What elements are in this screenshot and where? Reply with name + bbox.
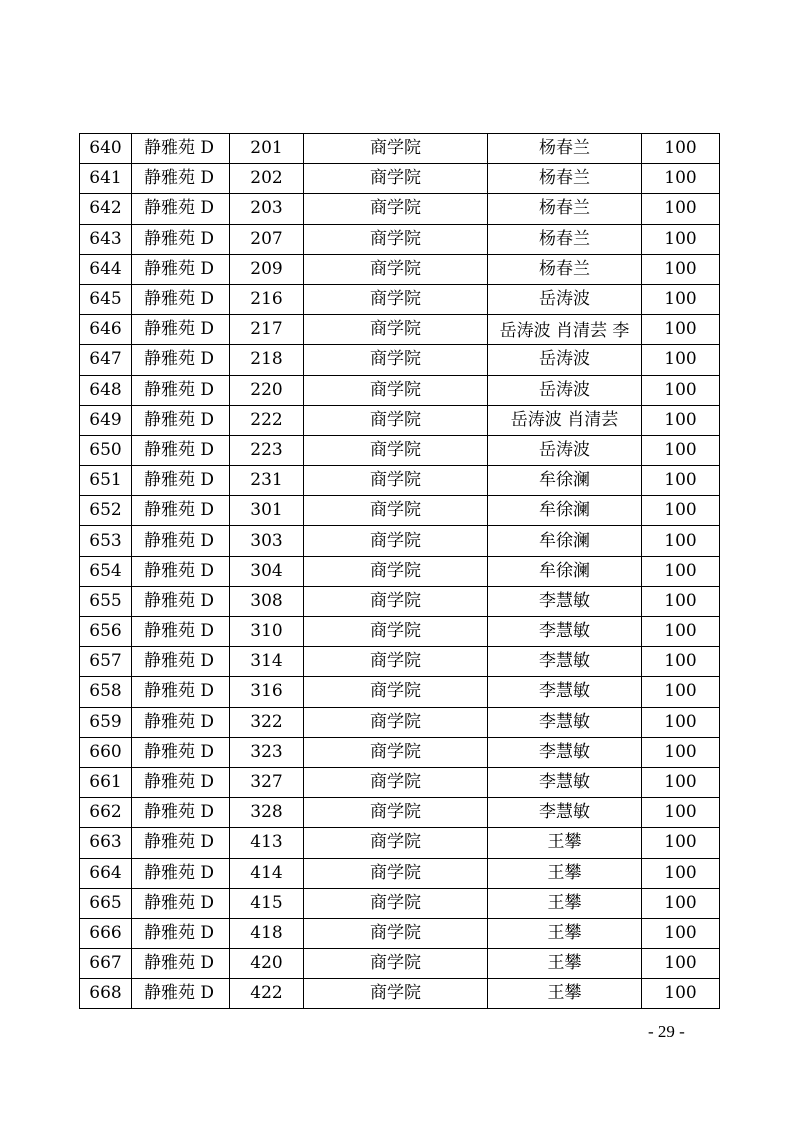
- college-cell: 商学院: [304, 858, 488, 888]
- building-cell: 静雅苑 D: [132, 134, 230, 164]
- score-cell: 100: [642, 617, 720, 647]
- college-cell: 商学院: [304, 767, 488, 797]
- table-row: [80, 707, 720, 737]
- room-number-cell: 323: [230, 737, 304, 767]
- score-cell: 100: [642, 315, 720, 345]
- table-body: [80, 134, 720, 1009]
- table-row: [80, 134, 720, 164]
- building-cell: 静雅苑 D: [132, 677, 230, 707]
- room-number-cell: 222: [230, 405, 304, 435]
- college-cell: 商学院: [304, 134, 488, 164]
- page-number: - 29 -: [648, 1022, 685, 1041]
- row-number-cell: 646: [80, 315, 132, 345]
- score-cell: 100: [642, 284, 720, 314]
- row-number-cell: 655: [80, 586, 132, 616]
- room-number-cell: 303: [230, 526, 304, 556]
- college-cell: 商学院: [304, 556, 488, 586]
- teacher-cell: 杨春兰: [488, 224, 642, 254]
- room-number-cell: 327: [230, 767, 304, 797]
- room-number-cell: 217: [230, 315, 304, 345]
- row-number-cell: 666: [80, 918, 132, 948]
- room-number-cell: 314: [230, 647, 304, 677]
- building-cell: 静雅苑 D: [132, 737, 230, 767]
- score-cell: 100: [642, 345, 720, 375]
- room-number-cell: 310: [230, 617, 304, 647]
- table-row: [80, 254, 720, 284]
- teacher-cell: 岳涛波: [488, 345, 642, 375]
- teacher-cell: 岳涛波: [488, 435, 642, 465]
- score-cell: 100: [642, 737, 720, 767]
- score-cell: 100: [642, 526, 720, 556]
- row-number-cell: 643: [80, 224, 132, 254]
- row-number-cell: 667: [80, 949, 132, 979]
- table-row: [80, 617, 720, 647]
- room-number-cell: 304: [230, 556, 304, 586]
- table-row: [80, 224, 720, 254]
- college-cell: 商学院: [304, 617, 488, 647]
- teacher-cell: 李慧敏: [488, 617, 642, 647]
- score-cell: 100: [642, 858, 720, 888]
- building-cell: 静雅苑 D: [132, 949, 230, 979]
- teacher-cell: 王攀: [488, 888, 642, 918]
- college-cell: 商学院: [304, 647, 488, 677]
- college-cell: 商学院: [304, 707, 488, 737]
- row-number-cell: 657: [80, 647, 132, 677]
- building-cell: 静雅苑 D: [132, 767, 230, 797]
- table-row: [80, 194, 720, 224]
- room-number-cell: 308: [230, 586, 304, 616]
- building-cell: 静雅苑 D: [132, 315, 230, 345]
- building-cell: 静雅苑 D: [132, 979, 230, 1009]
- college-cell: 商学院: [304, 405, 488, 435]
- row-number-cell: 665: [80, 888, 132, 918]
- room-number-cell: 207: [230, 224, 304, 254]
- teacher-cell: 王攀: [488, 979, 642, 1009]
- score-cell: 100: [642, 134, 720, 164]
- building-cell: 静雅苑 D: [132, 435, 230, 465]
- table-row: [80, 526, 720, 556]
- college-cell: 商学院: [304, 586, 488, 616]
- room-number-cell: 422: [230, 979, 304, 1009]
- score-cell: 100: [642, 767, 720, 797]
- room-number-cell: 322: [230, 707, 304, 737]
- college-cell: 商学院: [304, 949, 488, 979]
- teacher-cell: 李慧敏: [488, 767, 642, 797]
- college-cell: 商学院: [304, 435, 488, 465]
- table-row: [80, 918, 720, 948]
- teacher-cell: 杨春兰: [488, 194, 642, 224]
- teacher-cell: 李慧敏: [488, 737, 642, 767]
- row-number-cell: 642: [80, 194, 132, 224]
- row-number-cell: 660: [80, 737, 132, 767]
- score-cell: 100: [642, 194, 720, 224]
- teacher-cell: 牟徐澜: [488, 496, 642, 526]
- table-row: [80, 164, 720, 194]
- row-number-cell: 645: [80, 284, 132, 314]
- table-row: [80, 677, 720, 707]
- college-cell: 商学院: [304, 345, 488, 375]
- room-number-cell: 231: [230, 466, 304, 496]
- building-cell: 静雅苑 D: [132, 194, 230, 224]
- score-cell: 100: [642, 435, 720, 465]
- room-number-cell: 415: [230, 888, 304, 918]
- table-row: [80, 737, 720, 767]
- row-number-cell: 641: [80, 164, 132, 194]
- college-cell: 商学院: [304, 798, 488, 828]
- building-cell: 静雅苑 D: [132, 556, 230, 586]
- score-cell: 100: [642, 164, 720, 194]
- score-cell: 100: [642, 224, 720, 254]
- row-number-cell: 661: [80, 767, 132, 797]
- row-number-cell: 647: [80, 345, 132, 375]
- teacher-cell: [488, 315, 642, 345]
- score-cell: 100: [642, 254, 720, 284]
- teacher-cell: 李慧敏: [488, 647, 642, 677]
- teacher-cell: 李慧敏: [488, 586, 642, 616]
- teacher-cell: 岳涛波 肖清芸: [488, 405, 642, 435]
- room-number-cell: 301: [230, 496, 304, 526]
- building-cell: 静雅苑 D: [132, 375, 230, 405]
- score-cell: 100: [642, 979, 720, 1009]
- college-cell: 商学院: [304, 918, 488, 948]
- room-number-cell: 316: [230, 677, 304, 707]
- table-row: [80, 315, 720, 345]
- table-row: [80, 496, 720, 526]
- row-number-cell: 652: [80, 496, 132, 526]
- teacher-cell: 王攀: [488, 858, 642, 888]
- college-cell: 商学院: [304, 828, 488, 858]
- score-cell: 100: [642, 949, 720, 979]
- building-cell: 静雅苑 D: [132, 284, 230, 314]
- table-row: [80, 888, 720, 918]
- score-cell: 100: [642, 828, 720, 858]
- score-cell: 100: [642, 586, 720, 616]
- room-number-cell: 201: [230, 134, 304, 164]
- row-number-cell: 644: [80, 254, 132, 284]
- row-number-cell: 656: [80, 617, 132, 647]
- teacher-cell: 李慧敏: [488, 707, 642, 737]
- building-cell: 静雅苑 D: [132, 345, 230, 375]
- building-cell: 静雅苑 D: [132, 647, 230, 677]
- row-number-cell: 662: [80, 798, 132, 828]
- dormitory-score-table: [79, 133, 720, 1009]
- room-number-cell: 220: [230, 375, 304, 405]
- teacher-text: 岳涛波 肖清芸 李: [499, 320, 630, 341]
- score-cell: 100: [642, 888, 720, 918]
- table-row: [80, 405, 720, 435]
- college-cell: 商学院: [304, 254, 488, 284]
- building-cell: 静雅苑 D: [132, 466, 230, 496]
- score-cell: 100: [642, 466, 720, 496]
- score-cell: 100: [642, 375, 720, 405]
- row-number-cell: 649: [80, 405, 132, 435]
- teacher-cell: 杨春兰: [488, 254, 642, 284]
- college-cell: 商学院: [304, 526, 488, 556]
- building-cell: 静雅苑 D: [132, 254, 230, 284]
- room-number-cell: 209: [230, 254, 304, 284]
- row-number-cell: 658: [80, 677, 132, 707]
- room-number-cell: 223: [230, 435, 304, 465]
- college-cell: 商学院: [304, 737, 488, 767]
- row-number-cell: 653: [80, 526, 132, 556]
- college-cell: 商学院: [304, 315, 488, 345]
- score-cell: 100: [642, 798, 720, 828]
- row-number-cell: 651: [80, 466, 132, 496]
- score-cell: 100: [642, 647, 720, 677]
- table-row: [80, 647, 720, 677]
- building-cell: 静雅苑 D: [132, 798, 230, 828]
- college-cell: 商学院: [304, 164, 488, 194]
- room-number-cell: 413: [230, 828, 304, 858]
- room-number-cell: 418: [230, 918, 304, 948]
- building-cell: 静雅苑 D: [132, 888, 230, 918]
- row-number-cell: 654: [80, 556, 132, 586]
- building-cell: 静雅苑 D: [132, 164, 230, 194]
- row-number-cell: 640: [80, 134, 132, 164]
- table-row: [80, 798, 720, 828]
- teacher-cell: 王攀: [488, 828, 642, 858]
- building-cell: 静雅苑 D: [132, 405, 230, 435]
- row-number-cell: 663: [80, 828, 132, 858]
- row-number-cell: 650: [80, 435, 132, 465]
- building-cell: 静雅苑 D: [132, 526, 230, 556]
- college-cell: 商学院: [304, 224, 488, 254]
- teacher-cell: 李慧敏: [488, 677, 642, 707]
- building-cell: 静雅苑 D: [132, 858, 230, 888]
- room-number-cell: 203: [230, 194, 304, 224]
- row-number-cell: 659: [80, 707, 132, 737]
- college-cell: 商学院: [304, 466, 488, 496]
- room-number-cell: 414: [230, 858, 304, 888]
- table-row: [80, 375, 720, 405]
- row-number-cell: 648: [80, 375, 132, 405]
- college-cell: 商学院: [304, 375, 488, 405]
- score-cell: 100: [642, 496, 720, 526]
- college-cell: 商学院: [304, 284, 488, 314]
- building-cell: 静雅苑 D: [132, 918, 230, 948]
- teacher-cell: 李慧敏: [488, 798, 642, 828]
- teacher-cell: 岳涛波: [488, 284, 642, 314]
- table-row: [80, 466, 720, 496]
- college-cell: 商学院: [304, 888, 488, 918]
- table-row: [80, 767, 720, 797]
- room-number-cell: 420: [230, 949, 304, 979]
- teacher-cell: 王攀: [488, 949, 642, 979]
- table-row: [80, 345, 720, 375]
- teacher-cell: 岳涛波: [488, 375, 642, 405]
- score-cell: 100: [642, 707, 720, 737]
- teacher-cell: 牟徐澜: [488, 556, 642, 586]
- table-row: [80, 828, 720, 858]
- building-cell: 静雅苑 D: [132, 617, 230, 647]
- score-cell: 100: [642, 677, 720, 707]
- table-row: [80, 858, 720, 888]
- row-number-cell: 668: [80, 979, 132, 1009]
- building-cell: 静雅苑 D: [132, 586, 230, 616]
- building-cell: 静雅苑 D: [132, 828, 230, 858]
- room-number-cell: 202: [230, 164, 304, 194]
- college-cell: 商学院: [304, 677, 488, 707]
- table-row: [80, 586, 720, 616]
- teacher-cell: 牟徐澜: [488, 466, 642, 496]
- building-cell: 静雅苑 D: [132, 707, 230, 737]
- room-number-cell: 328: [230, 798, 304, 828]
- room-number-cell: 218: [230, 345, 304, 375]
- teacher-cell: 牟徐澜: [488, 526, 642, 556]
- table-row: [80, 556, 720, 586]
- teacher-cell: 杨春兰: [488, 134, 642, 164]
- teacher-cell: 王攀: [488, 918, 642, 948]
- score-cell: 100: [642, 556, 720, 586]
- teacher-cell: 杨春兰: [488, 164, 642, 194]
- college-cell: 商学院: [304, 194, 488, 224]
- building-cell: 静雅苑 D: [132, 224, 230, 254]
- table-row: [80, 435, 720, 465]
- college-cell: 商学院: [304, 979, 488, 1009]
- building-cell: 静雅苑 D: [132, 496, 230, 526]
- table-row: [80, 284, 720, 314]
- table-row: [80, 979, 720, 1009]
- room-number-cell: 216: [230, 284, 304, 314]
- row-number-cell: 664: [80, 858, 132, 888]
- score-cell: 100: [642, 918, 720, 948]
- score-cell: 100: [642, 405, 720, 435]
- table-row: [80, 949, 720, 979]
- college-cell: 商学院: [304, 496, 488, 526]
